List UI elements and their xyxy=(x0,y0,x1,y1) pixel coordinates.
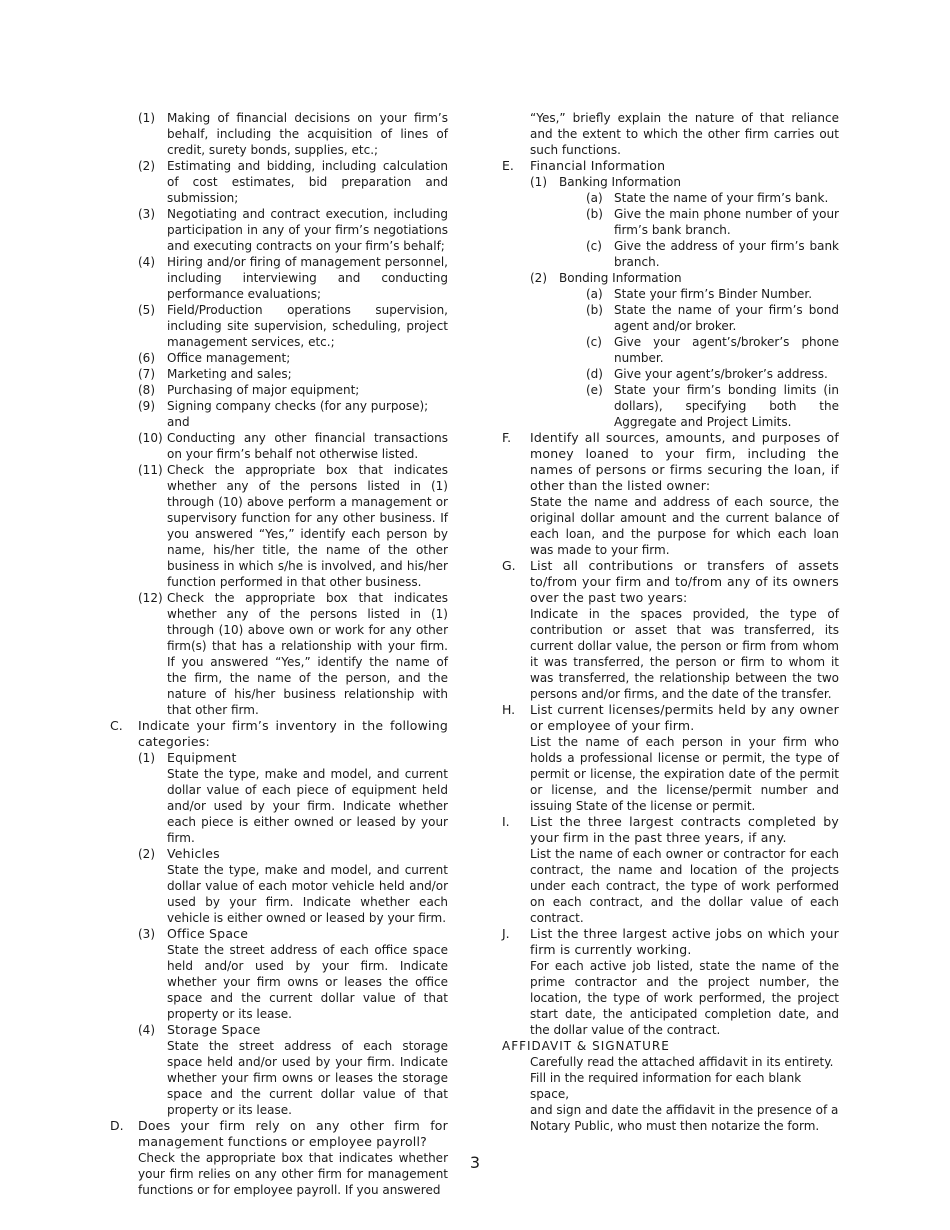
section-e: E. Financial Information xyxy=(502,158,839,174)
list-item: (3) Negotiating and contract execution, including participation in any of your firm’s negotiations and executing contracts on your firm’s behalf; xyxy=(138,207,448,253)
section-i-title: List the three largest contracts completed by your firm in the past three years, if any. xyxy=(530,814,839,845)
list-item: (1) Making of financial decisions on your firm’s behalf, including the acquisition of lines of credit, surety bonds, supplies, etc.; xyxy=(138,111,448,157)
section-d: D. Does your firm rely on any other firm for management functions or employee payroll? Check the appropriate box that indicates whether your firm relies on any other firm for management functions or for employee payroll. If you answered xyxy=(110,1118,448,1197)
list-item: (a) State the name of your firm’s bank. xyxy=(586,191,829,205)
inventory-vehicles: (2) Vehicles State the type, make and model, and current dollar value of each motor vehicle held and/or used by your firm. Indicate whether each vehicle is either owned or leased by your firm. xyxy=(138,846,448,925)
affidavit-instructions: Carefully read the attached affidavit in its entirety. Fill in the required information for each blank space, and sign and date the affidavit in the presence of a Notary Public, who must then notarize the form. xyxy=(530,1055,839,1133)
section-d-body: Check the appropriate box that indicates whether your firm relies on any other firm for management functions or for employee payroll. If you answered xyxy=(138,1151,448,1197)
inventory-storage-space: (4) Storage Space State the street address of each storage space held and/or used by your firm. Indicate whether your firm owns or leases the storage space and the current dollar value of that property or its lease. xyxy=(138,1022,448,1117)
list-item: (b) Give the main phone number of your firm’s bank branch. xyxy=(586,207,839,237)
management-functions-list xyxy=(138,110,448,718)
list-item: (6) Office management; xyxy=(138,351,291,365)
section-h: H. List current licenses/permits held by any owner or employee of your firm. List the name of each person in your firm who holds a professional license or permit, the type of permit or license, the expiration date of the permit or license, and the license/permit number and issuing State of the license or permit. xyxy=(502,702,839,813)
section-d-body-continued: “Yes,” briefly explain the nature of that reliance and the extent to which the other firm carries out such functions. xyxy=(530,111,839,157)
affidavit-heading: AFFIDAVIT & SIGNATURE xyxy=(502,1039,670,1053)
section-d-title: Does your firm rely on any other firm for management functions or employee payroll? xyxy=(138,1118,448,1149)
section-h-title: List current licenses/permits held by any owner or employee of your firm. xyxy=(530,702,839,733)
banking-information: (1) Banking Information xyxy=(530,175,681,189)
section-g: G. List all contributions or transfers of assets to/from your firm and to/from any of its owners over the past two years: Indicate in the spaces provided, the type of contribution or asset that was transferred, its current dollar value, the person or firm from whom it was transferred, the person or firm to whom it was transferred, the relationship between the two persons and/or firms, and the date of the transfer. xyxy=(502,558,839,701)
list-item: (a) State your firm’s Binder Number. xyxy=(586,287,813,301)
list-item: (5) Field/Production operations supervision, including site supervision, scheduling, project management services, etc.; xyxy=(138,303,448,349)
section-c-title: Indicate your firm’s inventory in the following categories: xyxy=(138,718,448,749)
section-f: F. Identify all sources, amounts, and purposes of money loaned to your firm, including the names of persons or firms securing the loan, if other than the listed owner: State the name and address of each source, the original dollar amount and the current balance of each loan, and the purpose for which each loan was made to your firm. xyxy=(502,430,839,557)
section-j-title: List the three largest active jobs on which your firm is currently working. xyxy=(530,926,839,957)
list-item: (b) State the name of your firm’s bond agent and/or broker. xyxy=(586,303,839,333)
inventory-equipment: (1) Equipment State the type, make and model, and current dollar value of each piece of equipment held and/or used by your firm. Indicate whether each piece is either owned or leased by your firm. xyxy=(138,750,448,845)
list-item: (e) State your firm’s bonding limits (in dollars), specifying both the Aggregate and Project Limits. xyxy=(586,383,839,429)
bonding-information: (2) Bonding Information xyxy=(530,271,682,285)
list-item: (7) Marketing and sales; xyxy=(138,367,292,381)
page-number: 3 xyxy=(469,1153,481,1172)
list-item: (4) Hiring and/or firing of management personnel, including interviewing and conducting performance evaluations; xyxy=(138,255,448,301)
list-item: (c) Give the address of your firm’s bank branch. xyxy=(586,239,839,269)
right-column xyxy=(502,110,839,1134)
section-f-title: Identify all sources, amounts, and purposes of money loaned to your firm, including the names of persons or firms securing the loan, if other than the listed owner: xyxy=(530,430,839,493)
left-column xyxy=(110,110,448,1198)
inventory-office-space: (3) Office Space State the street address of each office space held and/or used by your firm. Indicate whether your firm owns or leases the office space and the current dollar value of that property or its lease. xyxy=(138,926,448,1021)
banking-list xyxy=(586,190,839,270)
list-item: (10) Conducting any other financial transactions on your firm’s behalf not otherwise listed. xyxy=(138,431,448,461)
list-item: (8) Purchasing of major equipment; xyxy=(138,383,360,397)
section-e-title: Financial Information xyxy=(530,158,666,173)
list-item: (9) Signing company checks (for any purpose); and xyxy=(138,399,429,429)
bonding-list xyxy=(586,286,839,430)
list-item: (11) Check the appropriate box that indicates whether any of the persons listed in (1) through (10) above perform a management or supervisory function for any other business. If you answered “Yes,” identify each person by name, his/her title, the name of the other business in which s/he is involved, and his/her function performed in that other business. xyxy=(138,463,448,589)
section-j: J. List the three largest active jobs on which your firm is currently working. For each active job listed, state the name of the prime contractor and the project number, the location, the type of work performed, the project start date, the anticipated completion date, and the dollar value of the contract. xyxy=(502,926,839,1037)
section-g-title: List all contributions or transfers of assets to/from your firm and to/from any of its owners over the past two years: xyxy=(530,558,839,605)
list-item: (2) Estimating and bidding, including calculation of cost estimates, bid preparation and submission; xyxy=(138,159,448,205)
section-i: I. List the three largest contracts completed by your firm in the past three years, if any. List the name of each owner or contractor for each contract, the name and location of the projects under each contract, the type of work performed on each contract, and the dollar value of each contract. xyxy=(502,814,839,925)
list-item: (12) Check the appropriate box that indicates whether any of the persons listed in (1) through (10) above own or work for any other firm(s) that has a relationship with your firm. If you answered “Yes,” identify the name of the firm, the name of the person, and the nature of his/her business relationship with that other firm. xyxy=(138,591,448,717)
section-c: C. Indicate your firm’s inventory in the following categories: (1) Equipment State the type, make and model, and current dollar value of each piece of equipment held and/or used by your firm. Indicate whether each piece is either owned or leased by your firm. (2) Vehicles State the type, make and model, and current dollar value of each motor vehicle held and/or used by your firm. Indicate whether each vehicle is either owned or leased by your firm. (3) Office Space State the street address of each office space held and/or used by your firm. Indicate whether your firm owns or leases the office space and the current dollar value of that property or its lease. (4) Storage Space State the street address of each storage space held and/or used by your firm. Indicate whether your firm owns or leases the storage space and the current dollar value of that property or its lease. xyxy=(110,718,448,1117)
list-item: (d) Give your agent’s/broker’s address. xyxy=(586,367,828,381)
list-item: (c) Give your agent’s/broker’s phone number. xyxy=(586,335,839,365)
